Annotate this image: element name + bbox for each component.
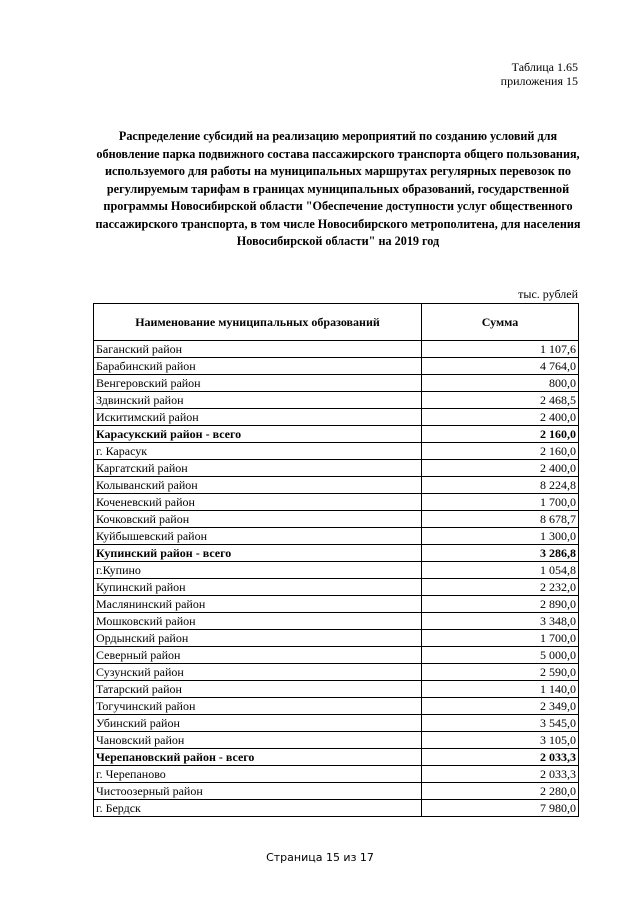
subsidy-amount: 4 764,0 (422, 358, 579, 375)
subsidy-amount: 2 160,0 (422, 426, 579, 443)
subsidy-amount: 2 400,0 (422, 409, 579, 426)
municipality-name: Маслянинский район (94, 596, 422, 613)
page-footer: Страница 15 из 17 (266, 851, 374, 864)
subsidy-amount: 2 160,0 (422, 443, 579, 460)
municipality-name: Венгеровский район (94, 375, 422, 392)
subsidy-amount: 3 545,0 (422, 715, 579, 732)
subsidy-amount: 2 590,0 (422, 664, 579, 681)
table-row (94, 732, 579, 749)
subsidy-amount: 2 033,3 (422, 766, 579, 783)
municipality-name: Чистоозерный район (94, 783, 422, 800)
table-body (94, 341, 579, 817)
table-row (94, 392, 579, 409)
table-row (94, 545, 579, 562)
municipality-name: г. Карасук (94, 443, 422, 460)
subsidy-amount: 800,0 (422, 375, 579, 392)
municipality-name: Барабинский район (94, 358, 422, 375)
column-header-name: Наименование муниципальных образований (94, 304, 422, 341)
table-row (94, 647, 579, 664)
municipality-name: Чановский район (94, 732, 422, 749)
subsidy-amount: 1 107,6 (422, 341, 579, 358)
municipality-name: Каргатский район (94, 460, 422, 477)
table-row (94, 426, 579, 443)
municipality-name: г. Черепаново (94, 766, 422, 783)
table-row (94, 664, 579, 681)
subsidy-amount: 1 140,0 (422, 681, 579, 698)
municipality-name: Татарский район (94, 681, 422, 698)
table-row (94, 681, 579, 698)
table-row (94, 477, 579, 494)
table-row (94, 409, 579, 426)
municipality-name: Купинский район (94, 579, 422, 596)
table-row (94, 698, 579, 715)
subsidy-amount: 2 400,0 (422, 460, 579, 477)
table-row (94, 715, 579, 732)
municipality-name: Северный район (94, 647, 422, 664)
municipality-name: Колыванский район (94, 477, 422, 494)
municipality-name: г. Бердск (94, 800, 422, 817)
table-row (94, 460, 579, 477)
municipality-name: Мошковский район (94, 613, 422, 630)
table-row (94, 579, 579, 596)
table-reference (501, 60, 578, 88)
municipality-name: Убинский район (94, 715, 422, 732)
municipality-name: Здвинский район (94, 392, 422, 409)
municipality-name: г.Купино (94, 562, 422, 579)
table-row (94, 341, 579, 358)
appendix-number: приложения 15 (500, 74, 578, 88)
municipality-name: Сузунский район (94, 664, 422, 681)
document-title: Распределение субсидий на реализацию мероприятий по созданию условий для обновление парка подвижного состава пассажирского транспорта общего пользования, используемого для работы на муниципальных маршрутах регулярных перевозок по регулируемым тарифам в границах муниципальных образований, государственной программы Новосибирской области "Обеспечение доступности услуг общественного пассажирского транспорта, в том числе Новосибирского метрополитена, для населения Новосибирской области" на 2019 год (95, 129, 581, 248)
subsidy-amount: 1 054,8 (422, 562, 579, 579)
subsidy-amount: 2 280,0 (422, 783, 579, 800)
municipality-name: Тогучинский район (94, 698, 422, 715)
municipality-name: Искитимский район (94, 409, 422, 426)
subsidy-amount: 3 286,8 (422, 545, 579, 562)
table-number: Таблица 1.65 (511, 60, 578, 74)
subsidy-amount: 2 890,0 (422, 596, 579, 613)
table-header-row (94, 304, 579, 341)
municipality-name: Кочковский район (94, 511, 422, 528)
subsidy-amount: 2 232,0 (422, 579, 579, 596)
table-row (94, 613, 579, 630)
subsidy-table (93, 303, 579, 817)
units-label: тыс. рублей (518, 287, 578, 301)
subsidy-amount: 2 349,0 (422, 698, 579, 715)
table-row (94, 562, 579, 579)
table-row (94, 443, 579, 460)
subsidy-amount: 2 033,3 (422, 749, 579, 766)
subsidy-amount: 5 000,0 (422, 647, 579, 664)
municipality-name: Ордынский район (94, 630, 422, 647)
table-row (94, 749, 579, 766)
municipality-name: Коченевский район (94, 494, 422, 511)
column-header-sum: Сумма (422, 304, 579, 341)
table-row (94, 766, 579, 783)
table-row (94, 596, 579, 613)
table-row (94, 783, 579, 800)
subsidy-amount: 1 300,0 (422, 528, 579, 545)
table-row (94, 528, 579, 545)
municipality-name: Баганский район (94, 341, 422, 358)
table-row (94, 630, 579, 647)
table-row (94, 494, 579, 511)
table-row (94, 511, 579, 528)
subsidy-amount: 3 105,0 (422, 732, 579, 749)
table-row (94, 358, 579, 375)
subsidy-amount: 1 700,0 (422, 630, 579, 647)
municipality-name: Куйбышевский район (94, 528, 422, 545)
subsidy-amount: 8 224,8 (422, 477, 579, 494)
table-row (94, 800, 579, 817)
subsidy-amount: 3 348,0 (422, 613, 579, 630)
table-row (94, 375, 579, 392)
municipality-name: Купинский район - всего (94, 545, 422, 562)
municipality-name: Карасукский район - всего (94, 426, 422, 443)
subsidy-amount: 1 700,0 (422, 494, 579, 511)
subsidy-amount: 2 468,5 (422, 392, 579, 409)
subsidy-amount: 7 980,0 (422, 800, 579, 817)
subsidy-amount: 8 678,7 (422, 511, 579, 528)
municipality-name: Черепановский район - всего (94, 749, 422, 766)
